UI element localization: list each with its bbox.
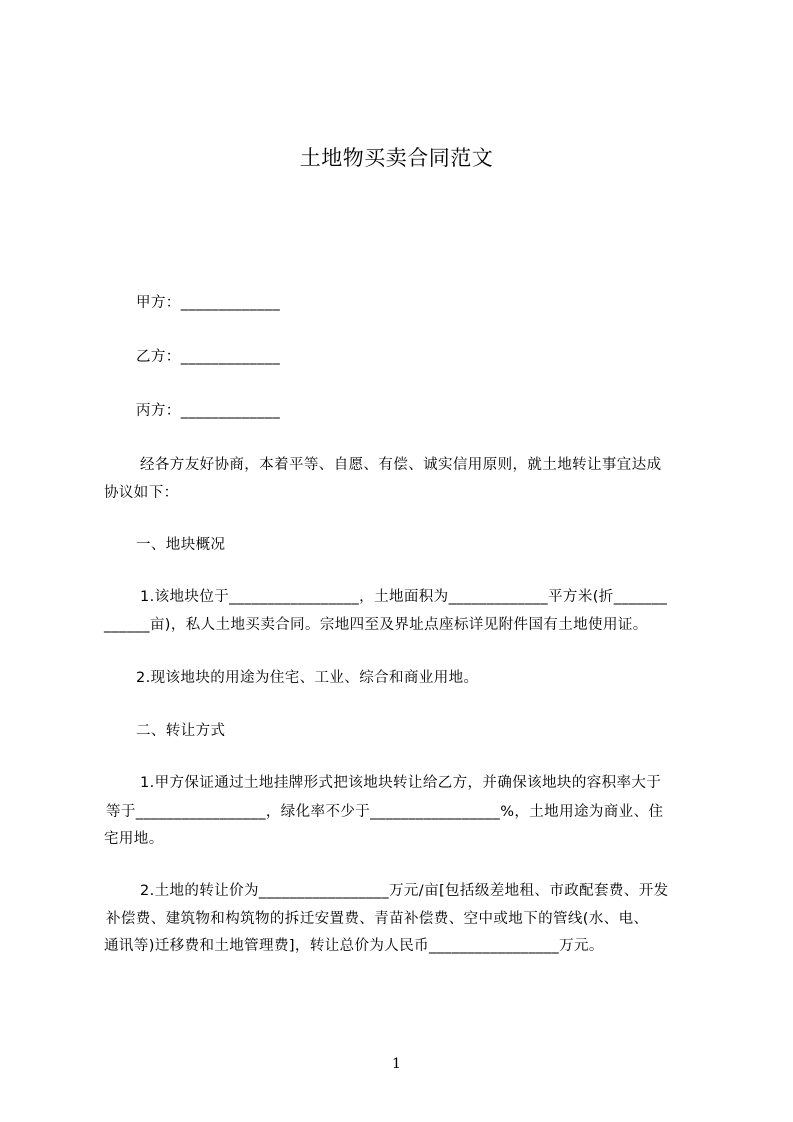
party-b-line: 乙方：_____________ [136, 349, 281, 365]
section-1-item-1-line-2: ______亩)，私人土地买卖合同。宗地四至及界址点座标详见附件国有土地使用证。 [104, 617, 648, 633]
section-2-item-2-line-1: 2.土地的转让价为_________________万元/亩[包括级差地租、市政配套费、开发 [140, 883, 669, 899]
section-2-item-2-line-3: 通讯等)迁移费和土地管理费]，转让总价为人民币_________________万元。 [104, 938, 604, 954]
section-1-item-2: 2.现该地块的用途为住宅、工业、综合和商业用地。 [136, 670, 479, 686]
section-1-item-1-line-1: 1.该地块位于_________________，土地面积为_____________平方米(折_______ [140, 589, 668, 605]
page-number: 1 [392, 1056, 401, 1072]
section-2-item-1-line-3: 宅用地。 [104, 831, 164, 847]
party-a-line: 甲方：_____________ [136, 295, 281, 311]
section-2-item-2-line-2: 补偿费、建筑物和构筑物的拆迁安置费、青苗补偿费、空中或地下的管线(水、电、 [106, 911, 649, 927]
intro-line-2: 协议如下： [104, 485, 179, 501]
section-2-heading: 二、转让方式 [136, 723, 226, 739]
party-c-line: 丙方：_____________ [136, 403, 281, 419]
section-2-item-1-line-1: 1.甲方保证通过土地挂牌形式把该地块转让给乙方，并确保该地块的容积率大于 [140, 775, 662, 791]
section-2-item-1-line-2: 等于_________________，绿化率不少于_________________%，土地用途为商业、住 [106, 804, 664, 820]
intro-line-1: 经各方友好协商，本着平等、自愿、有偿、诚实信用原则，就土地转让事宜达成 [140, 457, 662, 473]
section-1-heading: 一、地块概况 [136, 537, 226, 553]
document-title: 土地物买卖合同范文 [299, 146, 494, 170]
